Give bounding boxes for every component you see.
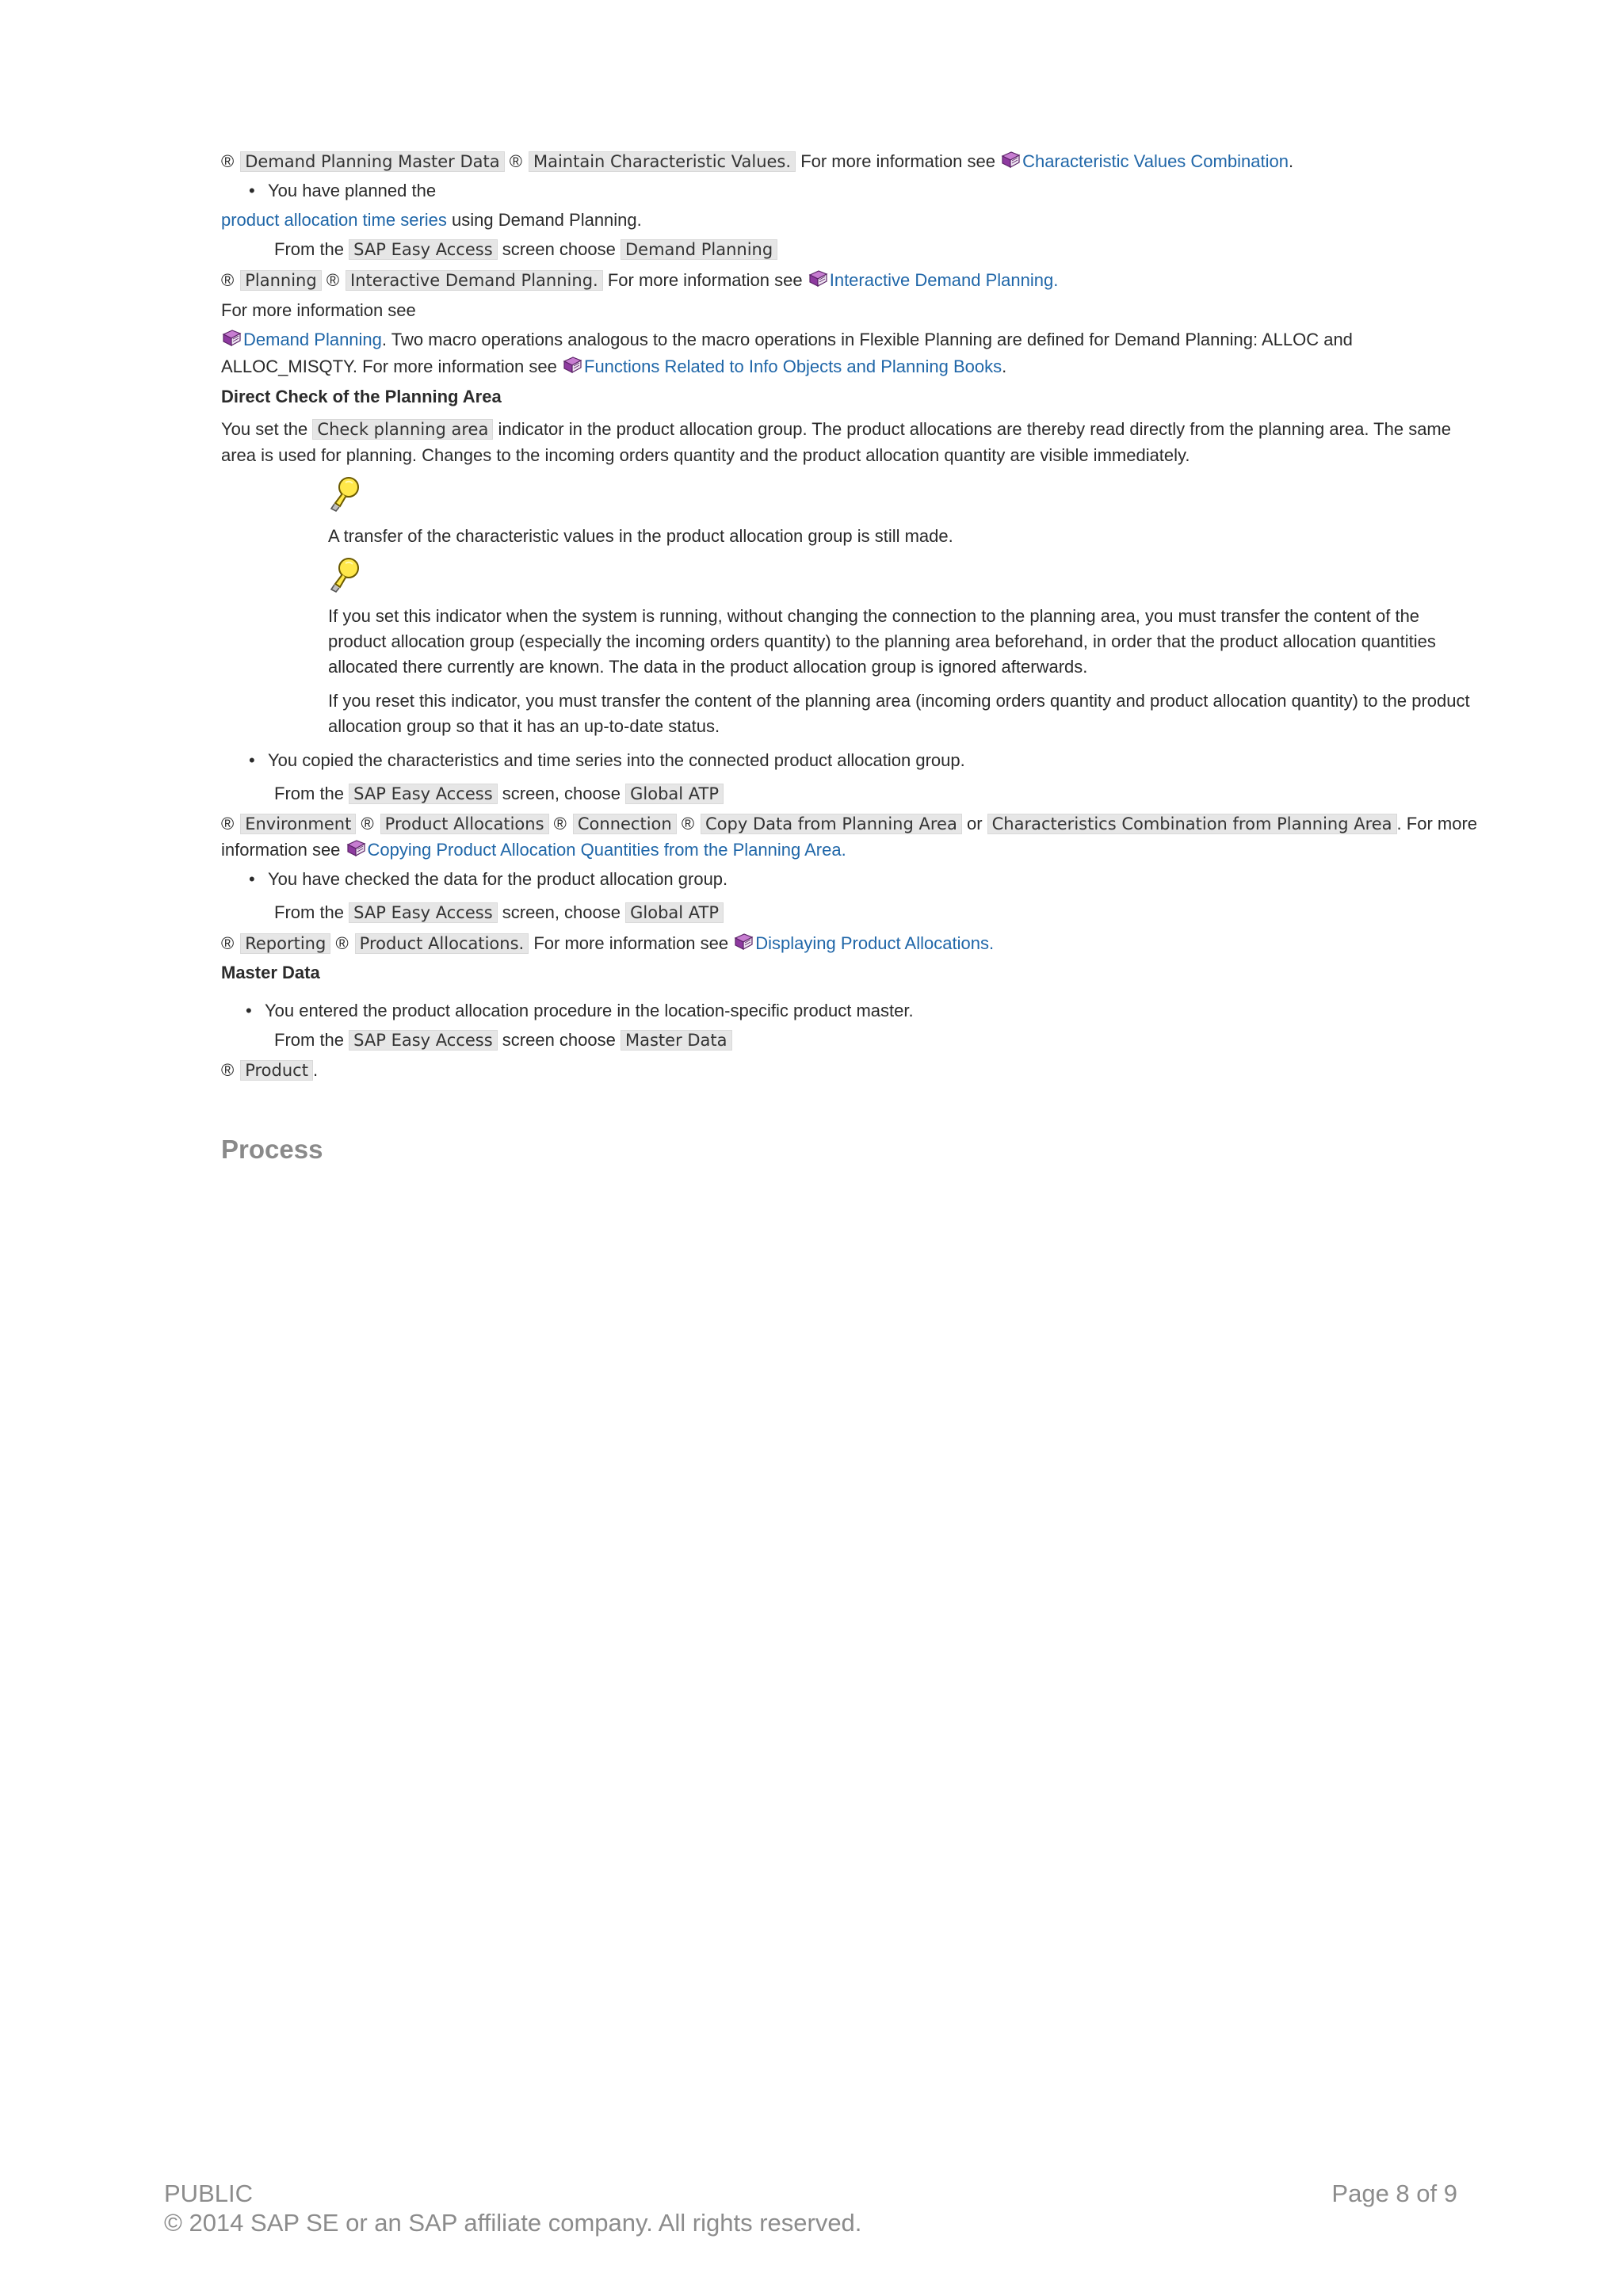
menu-path-item: Interactive Demand Planning. — [346, 270, 603, 291]
book-icon — [346, 840, 366, 857]
arrow-symbol: ® — [509, 151, 522, 171]
static-text: For more information see — [533, 933, 729, 953]
menu-path-item: SAP Easy Access — [349, 784, 498, 804]
arrow-symbol: ® — [681, 814, 695, 833]
text-line — [221, 838, 846, 862]
static-text: From the — [274, 1030, 345, 1050]
list-item-text: You have checked the data for the product allocation group. — [268, 869, 728, 889]
link-functions-related-info-objects[interactable]: Functions Related to Info Objects and Planning Books — [584, 357, 1002, 376]
menu-path-line — [274, 782, 724, 806]
link-demand-planning[interactable]: Demand Planning — [243, 330, 382, 349]
section-heading-process: Process — [221, 1135, 323, 1164]
footer-page-number: Page 8 of 9 — [1331, 2180, 1457, 2207]
book-icon — [808, 270, 828, 288]
footer-classification: PUBLIC — [164, 2180, 253, 2207]
list-item — [246, 999, 914, 1023]
static-text: . — [1288, 151, 1294, 171]
list-item — [249, 179, 436, 203]
indicator-name: Check planning area — [312, 419, 493, 440]
menu-path-item: Reporting — [240, 933, 330, 954]
menu-path-item: Environment — [240, 814, 356, 834]
menu-path-item: Demand Planning Master Data — [240, 151, 504, 172]
list-item-text: You entered the product allocation procedure in the location-specific product master. — [265, 1001, 914, 1020]
menu-path-line — [221, 932, 994, 955]
menu-path-item: Master Data — [621, 1030, 732, 1051]
arrow-symbol: ® — [553, 814, 567, 833]
menu-path-item: Connection — [573, 814, 677, 834]
static-text: You set the — [221, 419, 308, 439]
text-line — [221, 299, 416, 322]
menu-path-item: Maintain Characteristic Values. — [529, 151, 796, 172]
lightbulb-icon — [328, 556, 363, 594]
static-text: indicator in the product allocation group. The product allocations are thereby read directly from the planning area. The same — [498, 419, 1451, 439]
menu-path-item: SAP Easy Access — [349, 1030, 498, 1051]
link-product-allocation-time-series[interactable]: product allocation time series — [221, 210, 447, 230]
menu-path-line — [274, 1028, 732, 1052]
arrow-symbol: ® — [221, 151, 235, 171]
arrow-symbol: ® — [335, 933, 349, 953]
menu-path-line — [274, 238, 777, 261]
static-text: For more information see — [221, 300, 416, 320]
menu-path-line — [221, 1058, 318, 1082]
link-displaying-product-allocations[interactable]: Displaying Product Allocations. — [755, 933, 995, 953]
footer-copyright: © 2014 SAP SE or an SAP affiliate company. All rights reserved. — [164, 2209, 862, 2237]
book-icon — [733, 933, 754, 951]
menu-path-item: Characteristics Combination from Planning Area — [987, 814, 1397, 834]
arrow-symbol: ® — [221, 933, 235, 953]
static-text: From the — [274, 239, 345, 259]
menu-path-item: Product — [240, 1060, 313, 1081]
link-characteristic-values-combination[interactable]: Characteristic Values Combination — [1022, 151, 1289, 171]
static-text: screen, choose — [502, 902, 621, 922]
note-text: allocation group so that it has an up-to-date status. — [328, 716, 720, 736]
list-item-text: You have planned the — [268, 181, 437, 200]
arrow-symbol: ® — [221, 1060, 235, 1080]
link-copying-product-allocation-quantities[interactable]: Copying Product Allocation Quantities from the Planning Area. — [367, 840, 846, 860]
bullet-icon: • — [249, 181, 255, 200]
static-text: For more information see — [800, 151, 995, 171]
static-text: ALLOC_MISQTY. For more information see — [221, 357, 557, 376]
list-item-text: You copied the characteristics and time series into the connected product allocation group. — [268, 750, 965, 770]
note-text: allocated there currently are known. The data in the product allocation group is ignored afterwards. — [328, 657, 1088, 677]
static-text: For more information see — [607, 270, 803, 290]
menu-path-line — [221, 150, 1293, 174]
menu-path-item: SAP Easy Access — [349, 902, 498, 923]
menu-path-item: Demand Planning — [621, 239, 777, 260]
menu-path-line — [221, 269, 1058, 292]
menu-path-line — [274, 901, 724, 925]
arrow-symbol: ® — [361, 814, 374, 833]
static-text: From the — [274, 784, 345, 803]
static-text: or — [966, 814, 983, 833]
static-text: screen, choose — [502, 784, 621, 803]
menu-path-item: Planning — [240, 270, 321, 291]
lightbulb-icon — [328, 475, 363, 513]
text-line — [221, 418, 1451, 441]
text-line — [221, 208, 642, 232]
bullet-icon: • — [246, 1001, 252, 1020]
arrow-symbol: ® — [326, 270, 340, 290]
text-line — [221, 355, 1006, 379]
menu-path-item: Product Allocations. — [355, 933, 529, 954]
list-item — [249, 749, 965, 772]
static-text: screen choose — [502, 1030, 616, 1050]
static-text: . — [312, 1060, 319, 1080]
book-icon — [221, 330, 242, 347]
menu-path-line — [221, 812, 1477, 836]
text-line — [221, 328, 1353, 352]
arrow-symbol: ® — [221, 814, 235, 833]
arrow-symbol: ® — [221, 270, 235, 290]
text-line: area is used for planning. Changes to the incoming orders quantity and the product allocation quantity are visible immediately. — [221, 445, 1190, 465]
static-text: . — [1002, 357, 1007, 376]
bullet-icon: • — [249, 869, 255, 889]
static-text: . For more — [1396, 814, 1478, 833]
section-heading: Master Data — [221, 963, 320, 982]
note-text: product allocation group (especially the incoming orders quantity) to the planning area beforehand, in order that the product allocation quantities — [328, 631, 1436, 651]
static-text: using Demand Planning. — [452, 210, 642, 230]
menu-path-item: Global ATP — [625, 902, 724, 923]
menu-path-item: Global ATP — [625, 784, 724, 804]
book-icon — [1000, 151, 1021, 169]
menu-path-item: Copy Data from Planning Area — [701, 814, 962, 834]
note-text: A transfer of the characteristic values in the product allocation group is still made. — [328, 526, 953, 546]
static-text: information see — [221, 840, 341, 860]
menu-path-item: SAP Easy Access — [349, 239, 498, 260]
note-text: If you reset this indicator, you must transfer the content of the planning area (incoming orders quantity and product allocation quantity) to the product — [328, 691, 1470, 711]
book-icon — [562, 357, 582, 374]
static-text: From the — [274, 902, 345, 922]
list-item — [249, 868, 727, 891]
menu-path-item: Product Allocations — [380, 814, 549, 834]
note-text: If you set this indicator when the system is running, without changing the connection to the planning area, you must transfer the content of the — [328, 606, 1420, 626]
link-interactive-demand-planning[interactable]: Interactive Demand Planning. — [829, 270, 1059, 290]
static-text: screen choose — [502, 239, 616, 259]
section-heading: Direct Check of the Planning Area — [221, 387, 502, 406]
static-text: . Two macro operations analogous to the macro operations in Flexible Planning are defined for Demand Planning: ALLOC and — [381, 330, 1353, 349]
bullet-icon: • — [249, 750, 255, 770]
